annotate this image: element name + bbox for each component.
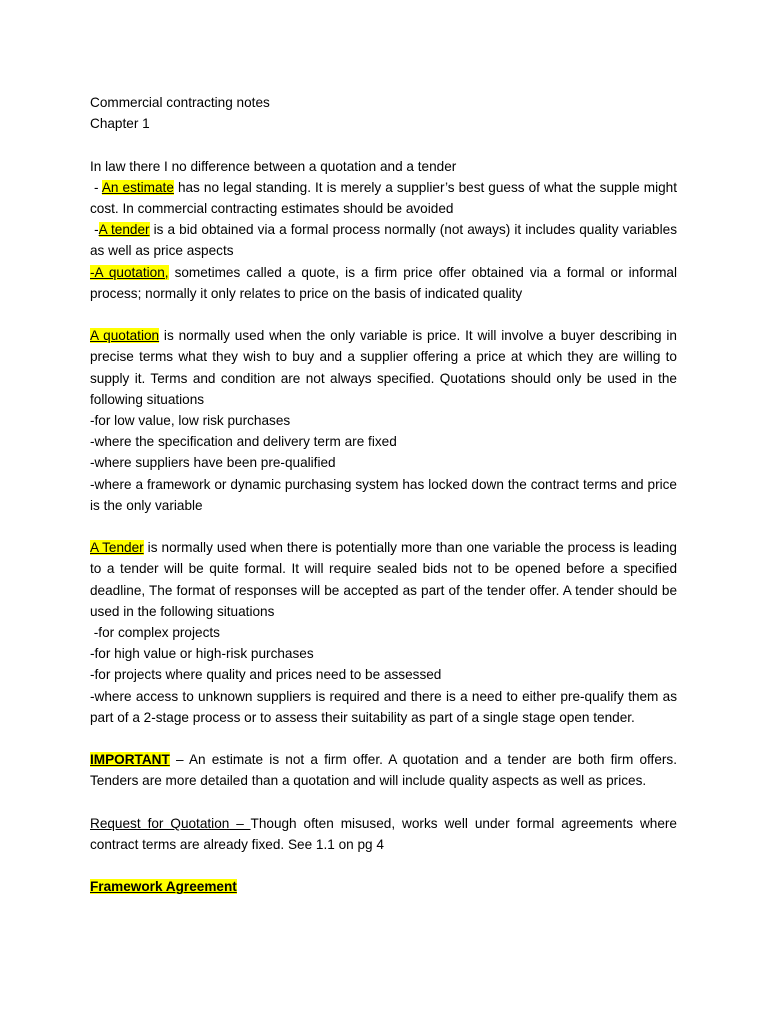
quotation-text: sometimes called a quote, is a firm price offer obtained via a formal or informal process; normally it only relates to price on the basis of indicated quality bbox=[90, 264, 677, 301]
quotation-section-text: is normally used when the only variable is price. It will involve a buyer describing in precise terms what they wish to buy and a supplier offering a price at which they are willing to supply it. Terms and condition are not always specified. Quotations should only be used in the following situations bbox=[90, 328, 677, 407]
important-text: – An estimate is not a firm offer. A quotation and a tender are both firm offers. Tenders are more detailed than a quotation and will include quality aspects as well as prices. bbox=[90, 752, 677, 789]
spacer bbox=[90, 516, 677, 537]
quotation-section-term: A quotation bbox=[90, 328, 160, 344]
tender-definition bbox=[90, 219, 677, 261]
list-item: -for complex projects bbox=[90, 625, 220, 641]
list-item: -where access to unknown suppliers is required and there is a need to either pre-qualify them as part of a 2-stage process or to assess their suitability as part of a single stage open tender. bbox=[90, 688, 677, 725]
list-item: -where suppliers have been pre-qualified bbox=[90, 455, 336, 471]
tender-section-text: is normally used when there is potentially more than one variable the process is leading to a tender will be quite formal. It will require sealed bids not to be opened before a specified deadline, The format of responses will be accepted as part of the tender offer. A tender should be used in the following situations bbox=[90, 540, 677, 619]
list-item: -for low value, low risk purchases bbox=[90, 413, 291, 429]
list-item: -for projects where quality and prices need to be assessed bbox=[90, 667, 442, 683]
rfq-paragraph bbox=[90, 813, 677, 855]
tender-prefix: - bbox=[90, 222, 99, 238]
framework-heading-line bbox=[90, 876, 677, 897]
list-item: -for high value or high-risk purchases bbox=[90, 646, 314, 662]
quotation-term: -A quotation, bbox=[90, 264, 169, 280]
estimate-prefix: - bbox=[90, 179, 102, 195]
spacer bbox=[90, 728, 677, 749]
quotation-definition bbox=[90, 262, 677, 304]
rfq-text: Though often misused, works well under formal agreements where contract terms are already fixed. See 1.1 on pg 4 bbox=[90, 815, 677, 853]
list-item: -where a framework or dynamic purchasing system has locked down the contract terms and price is the only variable bbox=[90, 476, 677, 513]
tender-section-term: A Tender bbox=[90, 540, 144, 556]
tender-text: is a bid obtained via a formal process normally (not aways) it includes quality variables as well as price aspects bbox=[90, 222, 677, 259]
tender-term: A tender bbox=[98, 222, 150, 238]
important-paragraph bbox=[90, 749, 677, 791]
estimate-text: has no legal standing. It is merely a supplier’s best guess of what the supple might cost. In commercial contracting estimates should be avoided bbox=[90, 179, 677, 216]
list-item: -where the specification and delivery term are fixed bbox=[90, 434, 397, 450]
estimate-definition bbox=[90, 177, 677, 219]
quotation-section-paragraph bbox=[90, 325, 677, 410]
chapter-heading: Chapter 1 bbox=[90, 116, 150, 132]
document-page bbox=[90, 92, 677, 898]
important-term: IMPORTANT bbox=[90, 752, 170, 768]
spacer bbox=[90, 792, 677, 813]
intro-lead: In law there I no difference between a quotation and a tender bbox=[90, 158, 457, 174]
spacer bbox=[90, 855, 677, 876]
spacer bbox=[90, 304, 677, 325]
rfq-term: Request for Quotation – bbox=[90, 815, 251, 831]
spacer bbox=[90, 134, 677, 155]
framework-heading: Framework Agreement bbox=[90, 879, 237, 895]
document-title: Commercial contracting notes bbox=[90, 95, 270, 110]
tender-section-paragraph bbox=[90, 537, 677, 622]
estimate-term: An estimate bbox=[101, 179, 174, 195]
